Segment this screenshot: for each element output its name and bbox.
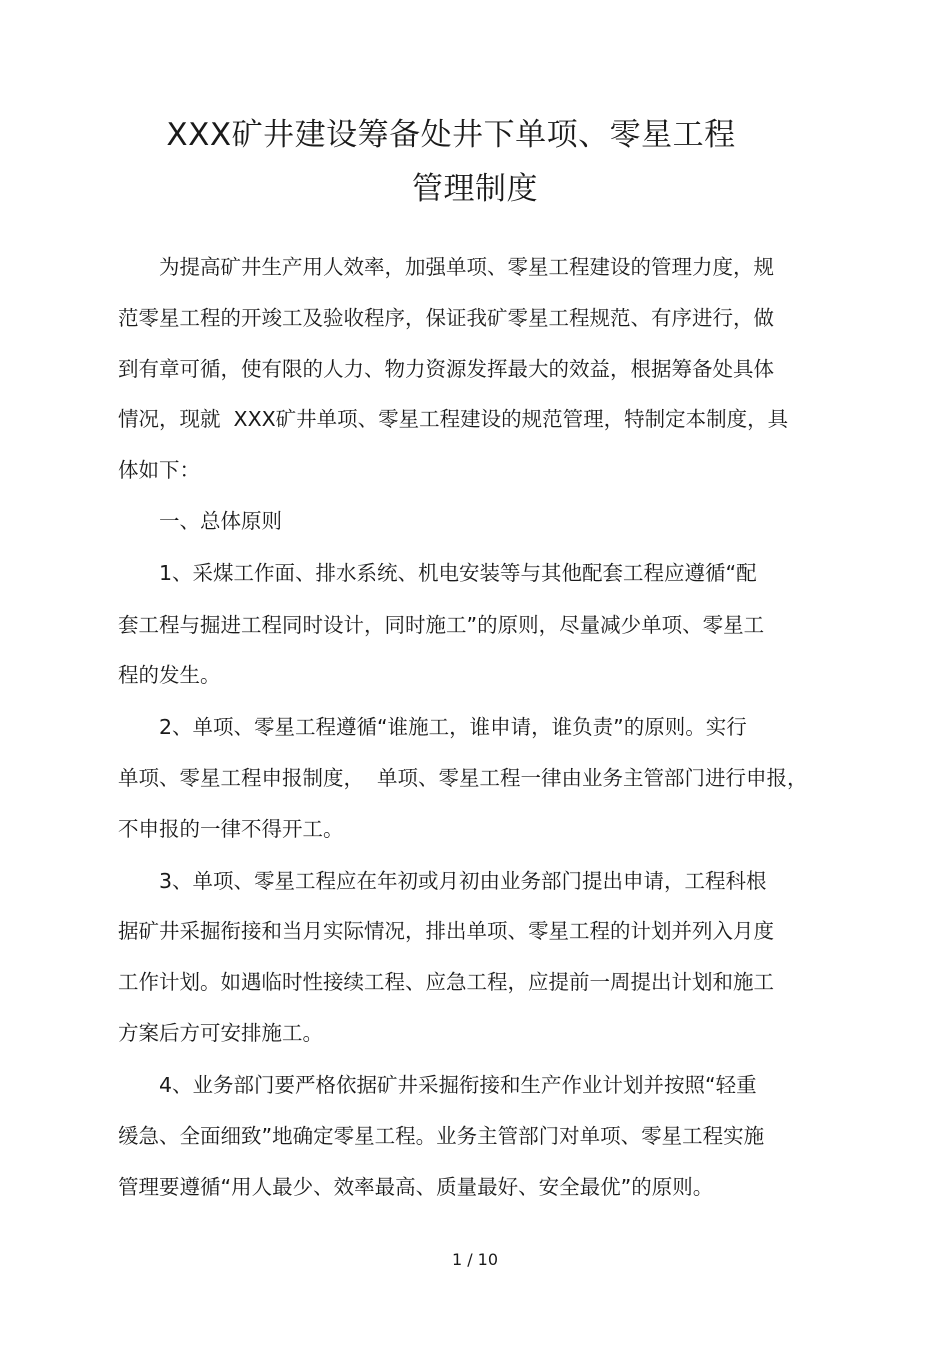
body-line: 工作计划。如遇临时性接续工程、应急工程，应提前一周提出计划和施工 xyxy=(118,970,774,994)
body-line: 程的发生。 xyxy=(118,663,221,687)
document-title-line1: XXX矿井建设筹备处井下单项、零星工程 xyxy=(166,117,736,153)
body-line: 4、业务部门要严格依据矿井采掘衔接和生产作业计划并按照“轻重 xyxy=(118,1073,757,1097)
body-line: 据矿井采掘衔接和当月实际情况，排出单项、零星工程的计划并列入月度 xyxy=(118,919,774,943)
document-title-line2: 管理制度 xyxy=(412,171,538,207)
body-line: 情况，现就 XXX矿井单项、零星工程建设的规范管理，特制定本制度，具 xyxy=(118,407,789,431)
body-line: 不申报的一律不得开工。 xyxy=(118,817,344,841)
body-line: 体如下： xyxy=(118,458,200,482)
body-line: 管理要遵循“用人最少、效率最高、质量最好、安全最优”的原则。 xyxy=(118,1175,714,1199)
body-line: 3、单项、零星工程应在年初或月初由业务部门提出申请，工程科根 xyxy=(118,869,767,893)
page-number: 1 / 10 xyxy=(451,1250,499,1269)
body-line: 方案后方可安排施工。 xyxy=(118,1021,323,1045)
body-line: 套工程与掘进工程同时设计，同时施工”的原则，尽量减少单项、零星工 xyxy=(118,613,765,637)
body-line: 到有章可循，使有限的人力、物力资源发挥最大的效益，根据筹备处具体 xyxy=(118,357,774,381)
body-line: 范零星工程的开竣工及验收程序，保证我矿零星工程规范、有序进行，做 xyxy=(118,306,774,330)
section-heading: 一、总体原则 xyxy=(118,509,282,533)
body-line: 1、采煤工作面、排水系统、机电安装等与其他配套工程应遵循“配 xyxy=(118,561,757,585)
body-line: 缓急、全面细致”地确定零星工程。业务主管部门对单项、零星工程实施 xyxy=(118,1124,765,1148)
body-line: 2、单项、零星工程遵循“谁施工，谁申请，谁负责”的原则。实行 xyxy=(118,715,747,739)
body-line: 为提高矿井生产用人效率，加强单项、零星工程建设的管理力度，规 xyxy=(118,255,774,279)
body-line: 单项、零星工程申报制度， 单项、零星工程一律由业务主管部门进行申报， xyxy=(118,766,808,790)
